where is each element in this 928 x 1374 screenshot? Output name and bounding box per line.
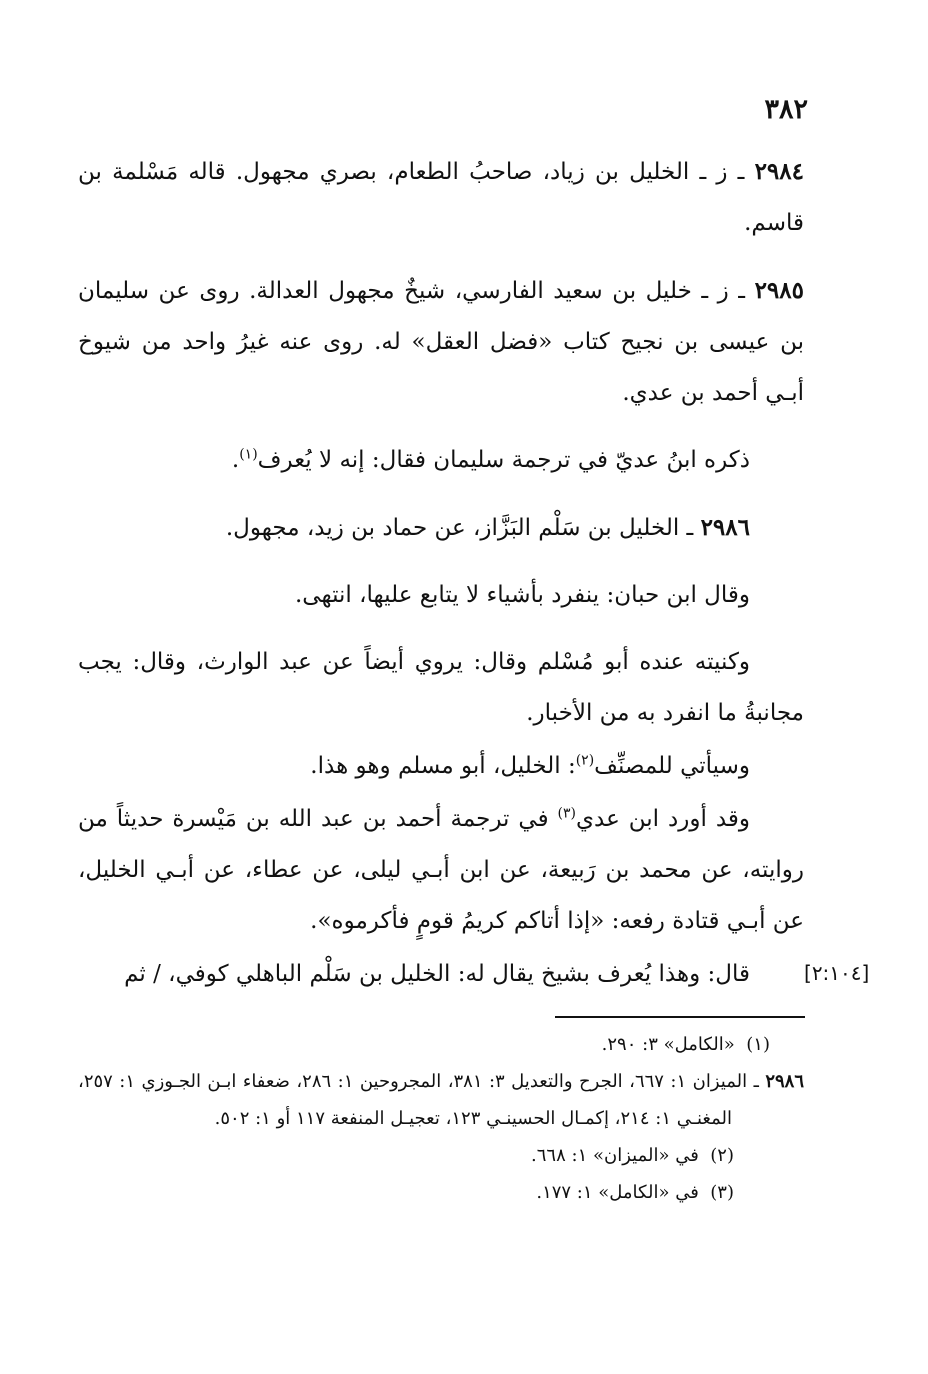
paragraph-text: : الخليل، أبو مسلم وهو هذا. xyxy=(310,753,576,779)
entry-number: ٢٩٨٦ xyxy=(700,514,750,541)
footnote-label: (١) xyxy=(746,1034,770,1055)
paragraph-text: . xyxy=(231,447,240,473)
paragraph xyxy=(78,570,804,621)
paragraph-text: قال: وهذا يُعرف بشيخ يقال له: الخليل بن سَلْم الباهلي كوفي، / ثم xyxy=(124,961,750,987)
entry-2986 xyxy=(78,502,804,554)
paragraph xyxy=(78,637,804,739)
footnote-marker: (١) xyxy=(239,446,258,463)
footnotes xyxy=(78,1026,804,1211)
paragraph-text: وقد أورد ابن عدي xyxy=(576,806,751,832)
footnote-text: «الكامل» ٣: ٢٩٠. xyxy=(601,1034,735,1055)
margin-reference: [٢:١٠٤] xyxy=(804,961,870,985)
entry-text: ـ ز ـ الخليل بن زياد، صاحبُ الطعام، بصري مجهول. قاله مَسْلمة بن قاسم. xyxy=(78,159,804,236)
paragraph-text: ذكره ابنُ عديّ في ترجمة سليمان فقال: إنه لا يُعرف xyxy=(257,447,750,473)
footnote-marker: (٣) xyxy=(557,805,577,822)
paragraph-text: وقال ابن حبان: ينفرد بأشياء لا يتابع عليها، انتهى. xyxy=(294,582,750,608)
footnote-label: (٢) xyxy=(710,1145,734,1166)
paragraph-text: وسيأتي للمصنِّف xyxy=(594,753,750,779)
entry-text: ـ ز ـ خليل بن سعيد الفارسي، شيخٌ مجهول العدالة. روى عن سليمان بن عيسى بن نجيح كتاب «فضل العقل» له. روى عنه غيرُ واحد من شيوخ أبـي أحمد بن عدي. xyxy=(78,278,804,406)
entry-text: ـ الخليل بن سَلْم البَزَّاز، عن حماد بن زيد، مجهول. xyxy=(225,515,701,541)
footnote-text: ـ الميزان ١: ٦٦٧، الجرح والتعديل ٣: ٣٨١، المجروحين ١: ٢٨٦، ضعفاء ابـن الجـوزي ١: ٢٥٧، المغنـي ١: ٢١٤، إكمـال الحسينـي ١٢٣، تعجيـل المنفعة ١١٧ أو ١: ٥٠٢. xyxy=(78,1071,766,1129)
paragraph xyxy=(78,794,804,947)
footnote-sources xyxy=(78,1063,804,1137)
entry-number: ٢٩٨٥ xyxy=(754,277,804,304)
paragraph xyxy=(78,435,804,486)
paragraph xyxy=(78,949,804,1000)
footnote-marker: (٢) xyxy=(575,752,595,769)
footnote xyxy=(78,1137,804,1174)
main-text xyxy=(78,146,804,1000)
footnote-label: ٢٩٨٦ xyxy=(765,1071,804,1092)
footnote-text: في «الميزان» ١: ٦٦٨. xyxy=(531,1145,699,1166)
footnote-text: في «الكامل» ١: ١٧٧. xyxy=(536,1182,699,1203)
footnote xyxy=(78,1174,804,1211)
page-number: ٣٨٢ xyxy=(764,94,808,125)
paragraph-text: وكنيته عنده أبو مُسْلم وقال: يروي أيضاً عن عبد الوارث، وقال: يجب مجانبةُ ما انفرد به من الأخبار. xyxy=(78,649,804,726)
entry-number: ٢٩٨٤ xyxy=(754,158,804,185)
footnote xyxy=(78,1026,804,1063)
footnote-divider xyxy=(555,1016,805,1018)
entry-2984 xyxy=(78,146,804,249)
entry-2985 xyxy=(78,265,804,419)
footnote-label: (٣) xyxy=(710,1182,734,1203)
paragraph xyxy=(78,741,804,792)
paragraph-text: في ترجمة أحمد بن عبد الله بن مَيْسرة حديثاً من روايته، عن محمد بن رَبيعة، عن ابن أبـي ليلى، عن عطاء، عن أبـي الخليل، عن أبـي قتادة رفعه: «إذا أتاكم كريمُ قومٍ فأكرموه». xyxy=(78,806,804,934)
